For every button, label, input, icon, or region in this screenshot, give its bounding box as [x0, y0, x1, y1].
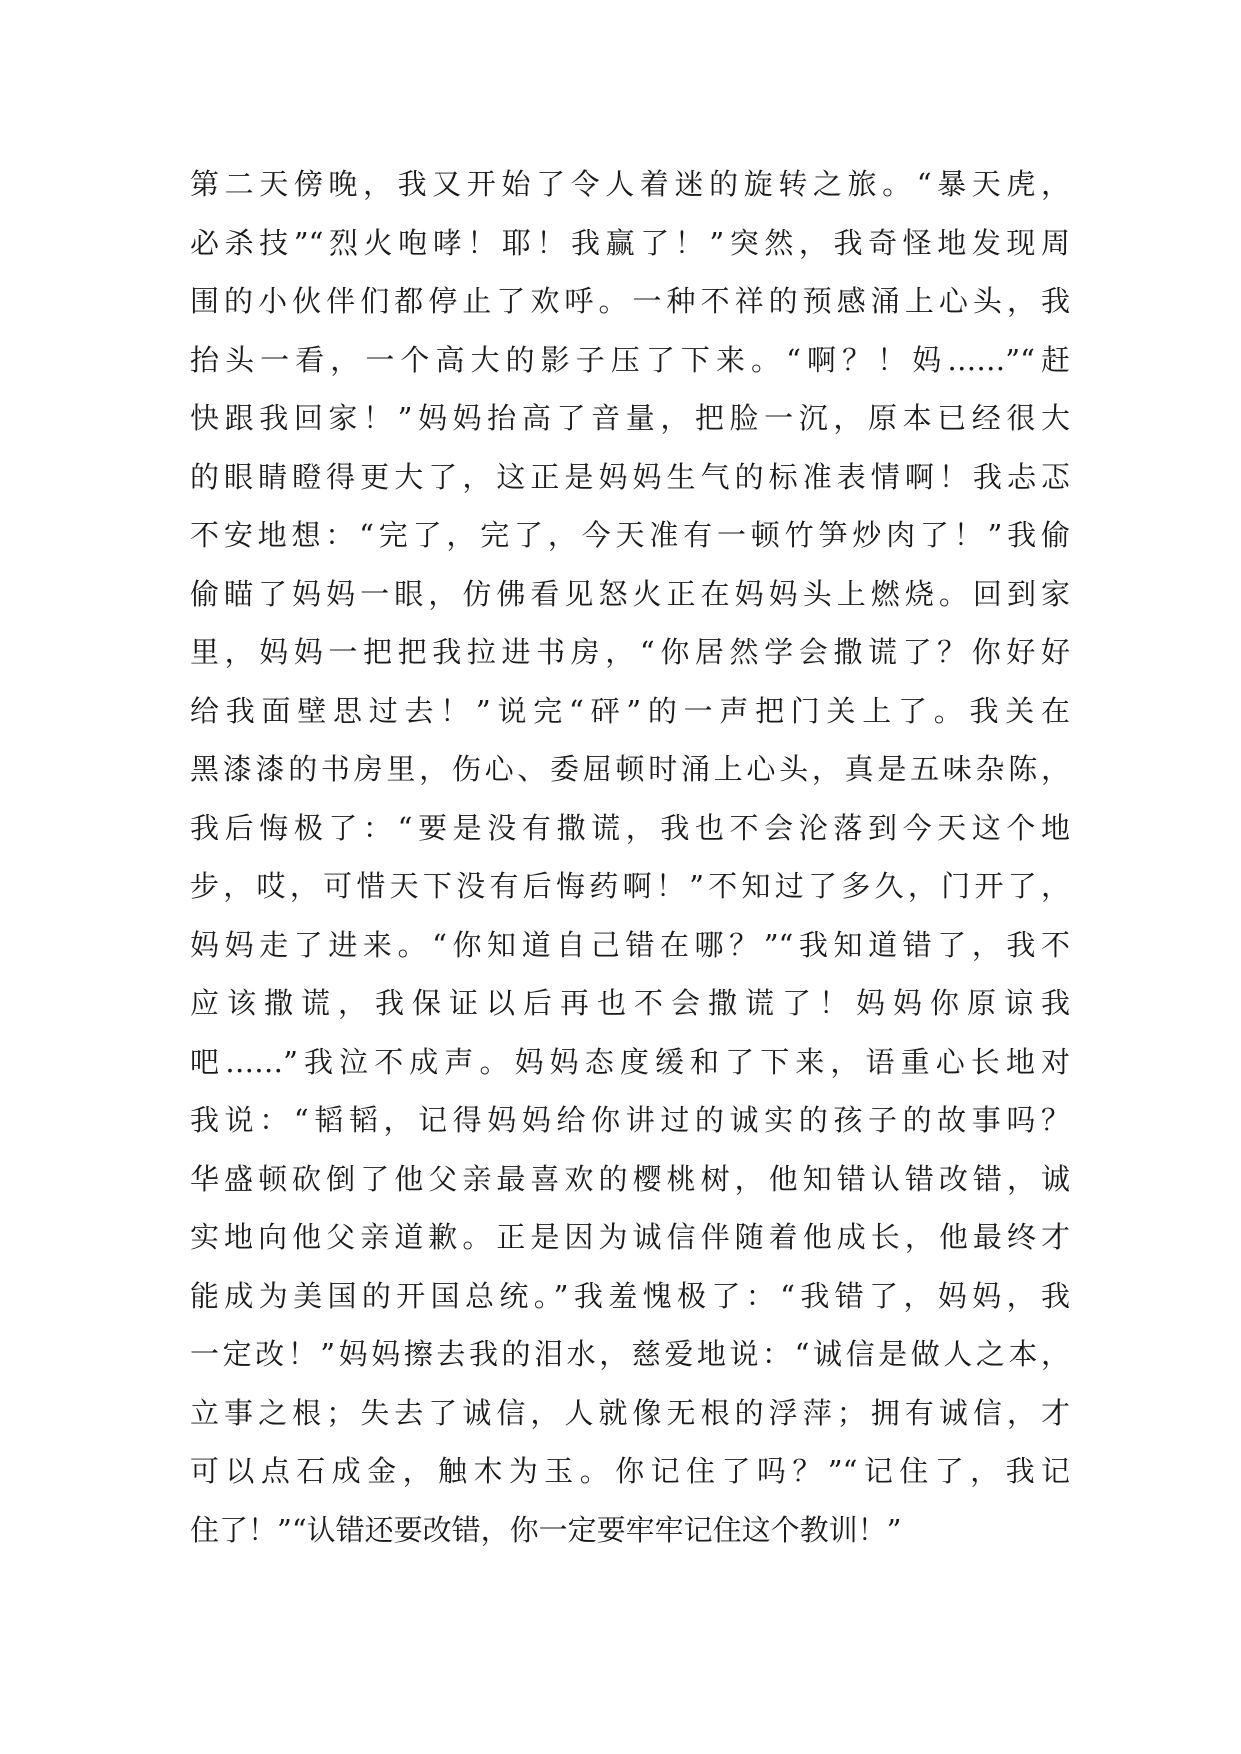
text-line: 一定改！”妈妈擦去我的泪水，慈爱地说：“诚信是做人之本，	[190, 1337, 1070, 1371]
text-line: 偷瞄了妈妈一眼，仿佛看见怒火正在妈妈头上燃烧。回到家	[190, 576, 1070, 611]
text-line: 必杀技”“烈火咆哮！耶！我赢了！”突然，我奇怪地发现周	[190, 225, 1070, 260]
text-line: 我说：“韬韬，记得妈妈给你讲过的诚实的孩子的故事吗？	[190, 1103, 1070, 1137]
text-line: 的眼睛瞪得更大了，这正是妈妈生气的标准表情啊！我忐忑	[190, 459, 1070, 494]
text-line: 不安地想：“完了，完了，今天准有一顿竹笋炒肉了！”我偷	[190, 518, 1070, 552]
text-line: 实地向他父亲道歉。正是因为诚信伴随着他成长，他最终才	[190, 1220, 1070, 1254]
text-line: 吧……”我泣不成声。妈妈态度缓和了下来，语重心长地对	[190, 1044, 1070, 1079]
text-line: 里，妈妈一把把我拉进书房，“你居然学会撒谎了？你好好	[190, 635, 1070, 669]
text-line: 给我面壁思过去！”说完“砰”的一声把门关上了。我关在	[190, 693, 1070, 728]
text-line: 应该撒谎，我保证以后再也不会撒谎了！妈妈你原谅我	[190, 986, 1070, 1020]
text-line: 抬头一看，一个高大的影子压了下来。“啊？！妈……”“赶	[190, 342, 1070, 377]
text-line: 立事之根；失去了诚信，人就像无根的浮萍；拥有诚信，才	[190, 1395, 1070, 1430]
text-line: 能成为美国的开国总统。”我羞愧极了：“我错了，妈妈，我	[190, 1278, 1070, 1313]
body-paragraph	[190, 155, 1070, 1559]
text-line: 住了！”“认错还要改错，你一定要牢牢记住这个教训！”	[190, 1512, 902, 1547]
text-line: 华盛顿砍倒了他父亲最喜欢的樱桃树，他知错认错改错，诚	[190, 1161, 1070, 1196]
text-line: 黑漆漆的书房里，伤心、委屈顿时涌上心头，真是五味杂陈，	[190, 752, 1070, 786]
text-line: 妈妈走了进来。“你知道自己错在哪？”“我知道错了，我不	[190, 927, 1070, 962]
text-line: 快跟我回家！”妈妈抬高了音量，把脸一沉，原本已经很大	[190, 401, 1070, 435]
text-line: 我后悔极了：“要是没有撒谎，我也不会沦落到今天这个地	[190, 810, 1070, 845]
text-line: 围的小伙伴们都停止了欢呼。一种不祥的预感涌上心头，我	[190, 284, 1070, 318]
text-line: 步，哎，可惜天下没有后悔药啊！”不知过了多久，门开了，	[190, 869, 1070, 903]
text-line: 可以点石成金，触木为玉。你记住了吗？”“记住了，我记	[190, 1454, 1070, 1488]
text-line: 第二天傍晚，我又开始了令人着迷的旋转之旅。“暴天虎，	[190, 167, 1070, 201]
